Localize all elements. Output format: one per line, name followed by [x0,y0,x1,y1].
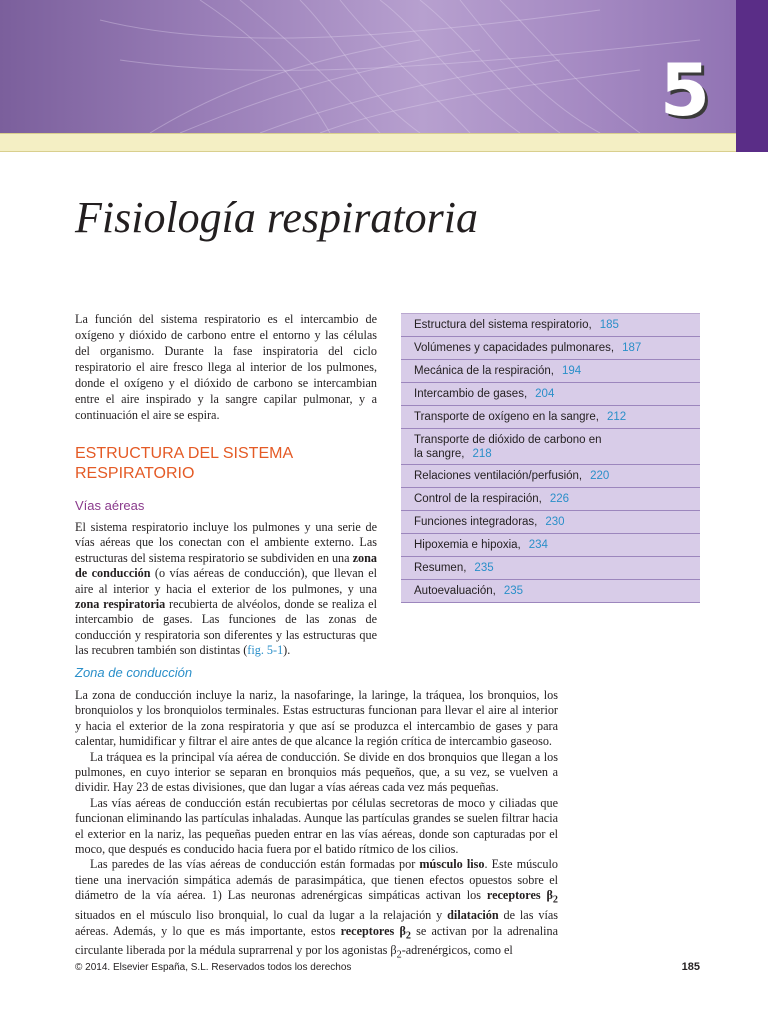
toc-item-label: Hipoxemia e hipoxia, [414,539,521,551]
text-run: se activan por la adrenalina circulante liberada por la médula suprarrenal y por los agonistas β [75,923,558,958]
toc-item[interactable] [401,511,700,534]
chapter-banner [0,0,768,133]
toc-item[interactable] [401,465,700,488]
chapter-contents-box [401,313,700,603]
toc-item-page[interactable]: 235 [474,562,494,574]
subheading: Vías aéreas [75,498,145,513]
toc-item[interactable] [401,488,700,511]
toc-item[interactable] [401,360,700,383]
text-run: . Este músculo tiene una inervación simpática además de parasimpática, que tienen efectos opuestos sobre el diámetro de la vía aérea. 1) Las neuronas adrenérgicas simpáticas activan los [75,857,558,903]
text-run: situados en el músculo liso bronquial, lo cual da lugar a la relajación y [75,908,448,923]
term-bold [486,888,558,906]
toc-item[interactable] [401,429,700,465]
text-run: Las paredes de las vías aéreas de conducción están formadas por [90,857,420,872]
page-number: 185 [681,961,700,973]
text-run: recubierta de alvéolos, donde se realiza el intercambio de gases. Las funciones de las zonas de conducción y respiratoria son diferentes y las estructuras que las recubren también son distintas ( [75,597,377,658]
toc-item-label: Autoevaluación, [414,585,496,597]
copyright-notice: © 2014. Elsevier España, S.L. Reservados todos los derechos [75,962,352,973]
toc-item-page[interactable]: 220 [590,470,610,482]
text-run: (o vías aéreas de conducción), que llevan el aire al interior y hacia el exterior de los pulmones, y una [75,566,377,596]
term-bold: zona respiratoria [75,597,166,612]
toc-item[interactable] [401,337,700,360]
paragraph: La zona de conducción incluye la nariz, la nasofaringe, la laringe, la tráquea, los bronquios, los bronquiolos y los bronquiolos terminales. Estas estructuras funcionan para llevar el aire al interior y hacia el exterior de la zona respiratoria y que así se produzca el intercambio de gases y para calentar, humidificar y filtrar el aire antes de que alcance la región crítica de intercambio gaseoso. [75,688,558,749]
toc-item-label: Estructura del sistema respiratorio, [414,319,592,331]
toc-item-page[interactable]: 230 [545,516,565,528]
text-run: receptores β [340,923,406,938]
toc-item[interactable] [401,534,700,557]
toc-item[interactable] [401,383,700,406]
figure-link[interactable]: fig. 5-1 [247,643,284,658]
toc-item-label: Resumen, [414,562,467,574]
toc-item-page[interactable]: 234 [528,539,548,551]
paragraph: La tráquea es la principal vía aérea de conducción. Se divide en dos bronquios que llegan a los pulmones, en cuyo interior se separan en bronquios más pequeños, que, a su vez, se vuelven a dividir. Hay 23 de estas divisiones, que dan lugar a vías aéreas cada vez más pequeñas. [75,749,558,795]
chapter-tab [736,0,768,152]
subscript: 2 [396,949,402,961]
header-rule [0,133,736,152]
term-bold: zona de conducción [75,550,377,581]
paragraph: Las vías aéreas de conducción están recubiertas por células secretoras de moco y ciliadas que funcionan eliminando las partículas inhaladas. Aunque las partículas grandes se suelen filtrar hacia el exterior en la nariz, las pequeñas pueden entrar en las vías aéreas, donde son capturadas por el moco, que después es conducido hacia fuera por el batido rítmico de los cilios. [75,795,558,857]
toc-item-label: Relaciones ventilación/perfusión, [414,470,583,482]
subscript: 2 [552,894,558,906]
section-heading: ESTRUCTURA DEL SISTEMA RESPIRATORIO [75,445,293,482]
toc-item-label: Transporte de dióxido de carbono en la sangre, [414,434,602,460]
subscript: 2 [405,929,411,941]
text-run: ). [283,643,291,658]
toc-item[interactable] [401,314,700,337]
toc-item-label: Mecánica de la respiración, [414,365,554,377]
toc-item-label: Transporte de oxígeno en la sangre, [414,411,599,423]
toc-item-page[interactable]: 204 [535,388,555,400]
toc-item-page[interactable]: 226 [549,493,570,505]
banner-texture [0,0,768,133]
toc-item-label: Control de la respiración, [414,493,542,505]
text-run: -adrenérgicos, como el [401,943,513,958]
intro-paragraph: La función del sistema respiratorio es el intercambio de oxígeno y dióxido de carbono entre el entorno y las células del organismo. Durante la fase inspiratoria del ciclo respiratorio el aire fresco llega al interior de los pulmones, donde el oxígeno y el dióxido de carbono se intercambian entre el aire inspirado y la sangre capilar pulmonar, y a continuación el aire se espira. [75,312,377,422]
toc-item[interactable] [401,406,700,429]
text-run: El sistema respiratorio incluye los pulmones y una serie de vías aéreas que los conectan con el ambiente externo. Las estructuras del sistema respiratorio se subdividen en una [75,520,377,565]
term-bold: dilatación [447,908,499,923]
toc-item-page[interactable]: 235 [503,585,524,597]
vias-aereas-paragraph [75,520,377,659]
chapter-title: Fisiología respiratoria [75,193,478,242]
subsubheading: Zona de conducción [75,665,193,680]
text-run: receptores β [486,888,553,903]
toc-item[interactable] [401,580,700,603]
term-bold [340,923,411,941]
paragraph [75,857,558,963]
toc-item-label: Intercambio de gases, [414,388,528,400]
toc-item-page[interactable]: 218 [472,448,492,460]
body-text [75,688,558,963]
toc-item-label: Funciones integradoras, [414,516,538,528]
toc-item-page[interactable]: 185 [599,319,619,331]
term-bold: músculo liso [419,857,485,872]
toc-item[interactable] [401,557,700,580]
chapter-number: 5 [659,48,710,132]
toc-item-page[interactable]: 187 [622,342,642,354]
toc-item-page[interactable]: 212 [606,411,627,423]
toc-item-label: Volúmenes y capacidades pulmonares, [414,342,615,354]
toc-item-page[interactable]: 194 [562,365,582,377]
text-run: de las vías aéreas. Además, y lo que es más importante, estos [75,908,558,938]
